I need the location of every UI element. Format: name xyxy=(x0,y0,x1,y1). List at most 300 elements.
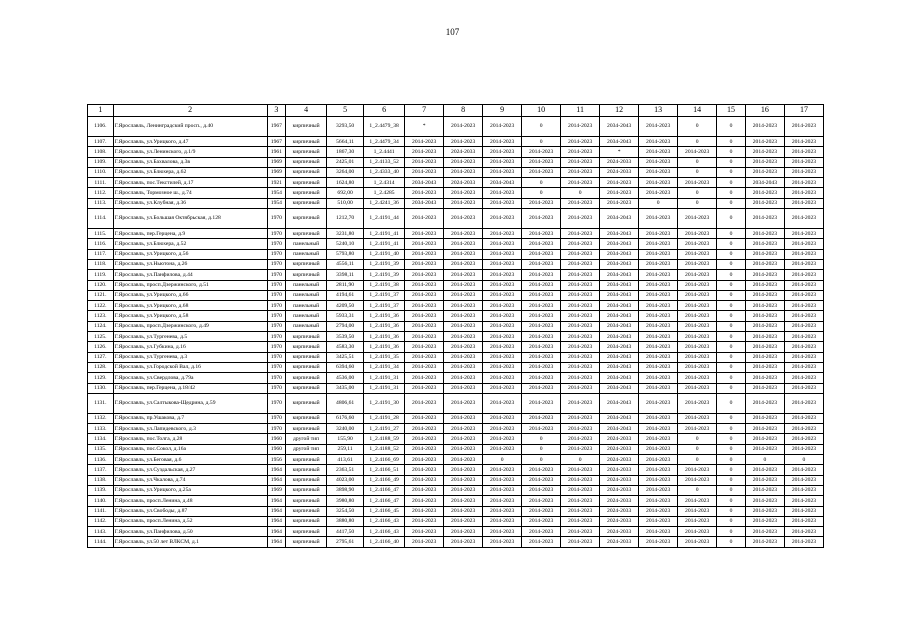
table-row xyxy=(88,496,824,506)
table-cell: 2014-2023 xyxy=(784,198,823,208)
table-cell: 2014-2023 xyxy=(405,537,444,547)
table-cell: 2014-2023 xyxy=(483,290,522,300)
table-cell: 2014-2023 xyxy=(405,383,444,393)
page-number: 107 xyxy=(445,27,460,37)
table-cell: кирпичный xyxy=(286,137,327,147)
table-row xyxy=(88,424,824,434)
table-cell: 2014-2023 xyxy=(678,270,717,280)
table-cell: 2014-2023 xyxy=(639,413,678,423)
column-header: 9 xyxy=(483,105,522,117)
table-cell: 1138. xyxy=(88,475,114,485)
table-cell: 2014-2023 xyxy=(483,239,522,249)
table-cell: 2014-2023 xyxy=(784,342,823,352)
table-cell: кирпичный xyxy=(286,516,327,526)
table-cell: 2014-2023 xyxy=(784,280,823,290)
table-cell: 2014-2023 xyxy=(483,209,522,229)
table-cell: 2014-2023 xyxy=(444,167,483,177)
table-cell: 1122. xyxy=(88,301,114,311)
table-cell: 2014-2023 xyxy=(639,485,678,495)
table-cell: 2034-2043 xyxy=(600,229,639,239)
table-cell: 0 xyxy=(678,167,717,177)
table-cell: 2014-2023 xyxy=(444,393,483,413)
column-header: 4 xyxy=(286,105,327,117)
table-cell: 2014-2023 xyxy=(784,475,823,485)
table-cell: кирпичный xyxy=(286,259,327,269)
table-row xyxy=(88,516,824,526)
table-cell: 2014-2023 xyxy=(444,188,483,198)
table-cell: 2014-2023 xyxy=(405,485,444,495)
table-cell: 2014-2023 xyxy=(483,352,522,362)
table-row xyxy=(88,311,824,321)
table-cell: кирпичный xyxy=(286,485,327,495)
table-cell: Г.Ярославль, ул.Урицкого, д.56 xyxy=(113,249,267,259)
table-cell: 2014-2023 xyxy=(784,137,823,147)
table-cell: 2014-2023 xyxy=(639,270,678,280)
table-cell: 2014-2023 xyxy=(745,485,784,495)
table-cell: Г.Ярославль, ул.Тургенева, д.5 xyxy=(113,332,267,342)
table-cell: 0 xyxy=(717,137,746,147)
table-cell: Г.Ярославль, ул.Беговая, д.6 xyxy=(113,455,267,465)
table-cell: 4536,00 xyxy=(327,373,364,383)
table-cell: 2014-2023 xyxy=(522,167,561,177)
table-cell: 2014-2023 xyxy=(444,465,483,475)
table-cell: 2014-2023 xyxy=(444,290,483,300)
table-cell: 1129. xyxy=(88,373,114,383)
table-cell: 2014-2023 xyxy=(784,485,823,495)
table-cell: 1_2.4191_31 xyxy=(364,373,405,383)
table-cell: 2014-2023 xyxy=(405,516,444,526)
table-row xyxy=(88,157,824,167)
table-cell: кирпичный xyxy=(286,270,327,280)
table-cell: 2014-2023 xyxy=(784,209,823,229)
table-cell: 1970 xyxy=(267,229,285,239)
table-cell: 2034-2043 xyxy=(600,373,639,383)
table-cell: другой тип xyxy=(286,444,327,454)
table-cell: 1_2.4188_59 xyxy=(364,434,405,444)
table-cell: кирпичный xyxy=(286,393,327,413)
table-cell: 2014-2023 xyxy=(483,496,522,506)
table-cell: 2014-2023 xyxy=(639,506,678,516)
table-cell: 1119. xyxy=(88,270,114,280)
table-row xyxy=(88,373,824,383)
table-cell: 2014-2023 xyxy=(405,249,444,259)
table-cell: 2024-2033 xyxy=(600,527,639,537)
table-cell: 2014-2023 xyxy=(784,362,823,372)
table-cell: Г.Ярославль, ул.Свердлова, д.79а xyxy=(113,373,267,383)
table-cell: 1116. xyxy=(88,239,114,249)
table-cell: 2014-2023 xyxy=(745,301,784,311)
table-row xyxy=(88,455,824,465)
table-cell: 2014-2023 xyxy=(745,249,784,259)
table-cell: 1113. xyxy=(88,198,114,208)
column-header: 11 xyxy=(561,105,600,117)
column-header: 6 xyxy=(364,105,405,117)
table-cell: 2014-2023 xyxy=(639,209,678,229)
table-cell: 1970 xyxy=(267,249,285,259)
table-cell: 0 xyxy=(717,516,746,526)
table-cell: 2014-2023 xyxy=(444,301,483,311)
table-cell: 2014-2023 xyxy=(745,321,784,331)
table-cell: 1_2.4166_40 xyxy=(364,537,405,547)
table-cell: Г.Ярославль, ул.Городской Вал, д.16 xyxy=(113,362,267,372)
table-cell: 2014-2023 xyxy=(483,485,522,495)
table-cell: 2014-2023 xyxy=(784,413,823,423)
table-cell: 2014-2023 xyxy=(678,229,717,239)
table-cell: 2014-2023 xyxy=(784,167,823,177)
table-row xyxy=(88,137,824,147)
table-cell: 1_2.4191_36 xyxy=(364,332,405,342)
table-cell: 2014-2023 xyxy=(405,342,444,352)
table-cell: 2014-2023 xyxy=(784,229,823,239)
table-cell: 2014-2023 xyxy=(483,527,522,537)
table-cell: кирпичный xyxy=(286,527,327,537)
table-cell: 2014-2023 xyxy=(639,393,678,413)
table-cell: кирпичный xyxy=(286,198,327,208)
table-cell: 2811,90 xyxy=(327,280,364,290)
table-cell: 2034-2043 xyxy=(405,198,444,208)
table-cell: 2034-2043 xyxy=(600,249,639,259)
table-cell: 2014-2023 xyxy=(405,373,444,383)
table-cell: 2014-2023 xyxy=(483,413,522,423)
table-cell: Г.Ярославль, ул.Бахвалова, д.3в xyxy=(113,157,267,167)
table-cell: 2014-2023 xyxy=(405,393,444,413)
table-cell: 2014-2023 xyxy=(561,270,600,280)
table-cell: 2014-2023 xyxy=(522,383,561,393)
table-cell: 2014-2023 xyxy=(745,434,784,444)
table-cell: 2014-2023 xyxy=(522,475,561,485)
table-cell: 2014-2023 xyxy=(639,475,678,485)
table-cell: 0 xyxy=(717,147,746,157)
table-cell: 2014-2023 xyxy=(745,352,784,362)
table-cell: 2014-2023 xyxy=(405,352,444,362)
table-cell: 155,90 xyxy=(327,434,364,444)
table-cell: 2014-2023 xyxy=(444,537,483,547)
table-row xyxy=(88,147,824,157)
table-cell: 1142. xyxy=(88,516,114,526)
table-cell: 1970 xyxy=(267,332,285,342)
table-cell: 2014-2023 xyxy=(483,229,522,239)
table-cell: 2014-2023 xyxy=(639,259,678,269)
table-cell: 5664,11 xyxy=(327,137,364,147)
table-cell: Г.Ярославль, ул.Большая Октябрьская, д.128 xyxy=(113,209,267,229)
table-cell: 2014-2023 xyxy=(444,475,483,485)
table-cell: 1970 xyxy=(267,362,285,372)
table-cell: 0 xyxy=(678,157,717,167)
table-cell: Г.Ярославль, просп.Дзержинского, д.49 xyxy=(113,321,267,331)
table-cell: 2014-2023 xyxy=(444,455,483,465)
table-cell: 2014-2023 xyxy=(405,424,444,434)
table-cell: панельный xyxy=(286,280,327,290)
table-cell: 2014-2023 xyxy=(444,383,483,393)
table-cell: 2014-2023 xyxy=(522,259,561,269)
table-cell: 0 xyxy=(522,137,561,147)
table-cell: 2014-2023 xyxy=(745,383,784,393)
table-cell: 0 xyxy=(717,239,746,249)
table-cell: панельный xyxy=(286,290,327,300)
table-cell: 1_2.4191_39 xyxy=(364,259,405,269)
table-cell: 0 xyxy=(717,321,746,331)
table-cell: 1114. xyxy=(88,209,114,229)
table-cell: 1130. xyxy=(88,383,114,393)
table-cell: 1970 xyxy=(267,270,285,280)
table-cell: 1_2.4191_38 xyxy=(364,280,405,290)
table-cell: 1970 xyxy=(267,424,285,434)
table-cell: 6394,60 xyxy=(327,362,364,372)
table-cell: Г.Ярославль, просп.Ленина, д.52 xyxy=(113,516,267,526)
table-cell: 2014-2023 xyxy=(522,496,561,506)
table-cell: 2014-2023 xyxy=(405,167,444,177)
table-cell: 1_2.4191_36 xyxy=(364,311,405,321)
table-cell: 2014-2023 xyxy=(444,506,483,516)
table-cell: 2014-2023 xyxy=(745,147,784,157)
table-row xyxy=(88,178,824,188)
table-cell: 1212,70 xyxy=(327,209,364,229)
table-cell: 2034-2043 xyxy=(600,280,639,290)
table-cell: 1_2.4191_30 xyxy=(364,393,405,413)
table-cell: 0 xyxy=(717,537,746,547)
table-cell: 2014-2023 xyxy=(483,117,522,137)
table-cell: 2014-2023 xyxy=(784,290,823,300)
table-cell: 2014-2023 xyxy=(522,527,561,537)
table-cell: 0 xyxy=(717,167,746,177)
table-cell: 1112. xyxy=(88,188,114,198)
table-cell: Г.Ярославль, пос.Толга, д.28 xyxy=(113,434,267,444)
table-cell: 1_2.4191_27 xyxy=(364,424,405,434)
table-cell: 6176,60 xyxy=(327,413,364,423)
table-cell: 1_2.4191_28 xyxy=(364,413,405,423)
table-cell: 2014-2023 xyxy=(561,527,600,537)
table-cell: 0 xyxy=(717,506,746,516)
table-cell: 2014-2023 xyxy=(483,444,522,454)
table-cell: 2014-2023 xyxy=(444,444,483,454)
table-cell: 2014-2023 xyxy=(784,383,823,393)
table-cell: 1_2.4188_52 xyxy=(364,444,405,454)
table-cell: 4806,61 xyxy=(327,393,364,413)
table-cell: 2014-2023 xyxy=(678,496,717,506)
table-cell: 0 xyxy=(522,455,561,465)
table-cell: 1970 xyxy=(267,383,285,393)
table-cell: 2014-2023 xyxy=(483,167,522,177)
table-cell: 3264,00 xyxy=(327,167,364,177)
table-cell: 0 xyxy=(717,413,746,423)
table-cell: 0 xyxy=(717,301,746,311)
table-row xyxy=(88,465,824,475)
table-cell: 1127. xyxy=(88,352,114,362)
table-cell: 2014-2023 xyxy=(405,239,444,249)
table-cell: 2014-2023 xyxy=(784,434,823,444)
table-cell: 2014-2023 xyxy=(405,527,444,537)
table-cell: Г.Ярославль, ул.Ньютона, д.26 xyxy=(113,259,267,269)
table-cell: 2014-2023 xyxy=(483,157,522,167)
table-cell: 2014-2023 xyxy=(745,413,784,423)
table-row xyxy=(88,383,824,393)
column-header: 2 xyxy=(113,105,267,117)
table-row xyxy=(88,259,824,269)
table-cell: 2014-2023 xyxy=(678,537,717,547)
table-cell: 2014-2023 xyxy=(639,434,678,444)
table-cell: 2014-2023 xyxy=(561,198,600,208)
table-cell: 2014-2023 xyxy=(784,527,823,537)
table-cell: 2014-2023 xyxy=(745,506,784,516)
table-cell: 1964 xyxy=(267,475,285,485)
table-cell: 2014-2023 xyxy=(444,434,483,444)
table-cell: 1_2.4191_41 xyxy=(364,239,405,249)
table-cell: 2014-2023 xyxy=(639,383,678,393)
table-cell: 2014-2023 xyxy=(639,373,678,383)
table-cell: 2014-2023 xyxy=(745,239,784,249)
table-cell: 2014-2023 xyxy=(483,198,522,208)
table-cell: 2034-2043 xyxy=(600,383,639,393)
table-cell: 2014-2023 xyxy=(405,455,444,465)
table-cell: 4556,11 xyxy=(327,259,364,269)
table-cell: 2014-2023 xyxy=(444,311,483,321)
table-cell: 0 xyxy=(717,178,746,188)
table-cell: 1_2.4191_36 xyxy=(364,321,405,331)
table-cell: 2014-2023 xyxy=(522,362,561,372)
table-cell: 2014-2023 xyxy=(483,383,522,393)
table-cell: 2034-2043 xyxy=(600,342,639,352)
table-cell: 2014-2023 xyxy=(745,342,784,352)
table-cell: 0 xyxy=(784,455,823,465)
table-cell: 2014-2023 xyxy=(561,280,600,290)
table-cell: 2014-2023 xyxy=(483,434,522,444)
table-cell: 2014-2023 xyxy=(639,188,678,198)
column-header: 1 xyxy=(88,105,114,117)
table-cell: 2024-2033 xyxy=(600,465,639,475)
table-cell: 2034-2043 xyxy=(600,301,639,311)
table-cell: 2014-2023 xyxy=(483,249,522,259)
table-cell: 1_2.4285 xyxy=(364,188,405,198)
table-cell: 2014-2023 xyxy=(522,321,561,331)
table-cell: 2014-2023 xyxy=(405,311,444,321)
table-cell: 1_2.4441 xyxy=(364,147,405,157)
table-cell: 1_2.4166_51 xyxy=(364,465,405,475)
table-cell: 2014-2023 xyxy=(444,209,483,229)
table-cell: 2034-2043 xyxy=(600,270,639,280)
table-cell: Г.Ярославль, ул.Блюхера, д.52 xyxy=(113,239,267,249)
table-cell: 1970 xyxy=(267,239,285,249)
table-cell: 2014-2023 xyxy=(561,290,600,300)
table-cell: 2034-2043 xyxy=(600,393,639,413)
table-cell: Г.Ярославль, ул.Суздальская, д.27 xyxy=(113,465,267,475)
table-cell: 2014-2023 xyxy=(522,229,561,239)
table-cell: 2014-2023 xyxy=(678,506,717,516)
table-cell: 2014-2023 xyxy=(405,444,444,454)
table-cell: 1136. xyxy=(88,455,114,465)
table-cell: кирпичный xyxy=(286,147,327,157)
table-cell: 2014-2023 xyxy=(678,475,717,485)
table-cell: панельный xyxy=(286,301,327,311)
table-cell: 1_2.4241_36 xyxy=(364,198,405,208)
table-cell: 2014-2023 xyxy=(561,209,600,229)
table-cell: 2014-2023 xyxy=(444,373,483,383)
table-cell: Г.Ярославль, ул.Тургенева, д.3 xyxy=(113,352,267,362)
table-cell: 0 xyxy=(717,342,746,352)
table-cell: Г.Ярославль, Ленинградский просп., д.40 xyxy=(113,117,267,137)
table-cell: 1118. xyxy=(88,259,114,269)
table-cell: Г.Ярославль, ул.Урицкого, д.66 xyxy=(113,290,267,300)
table-cell: 2034-2043 xyxy=(745,178,784,188)
table-cell: 1_2.4479_38 xyxy=(364,117,405,137)
table-cell: 2034-2043 xyxy=(600,290,639,300)
table-cell: 2014-2023 xyxy=(444,352,483,362)
table-cell: 0 xyxy=(678,444,717,454)
table-cell: кирпичный xyxy=(286,496,327,506)
table-row xyxy=(88,290,824,300)
table-cell: 1970 xyxy=(267,352,285,362)
table-cell: 2014-2023 xyxy=(444,527,483,537)
table-cell: * xyxy=(600,147,639,157)
table-cell: 2014-2023 xyxy=(639,362,678,372)
table-cell: 2014-2023 xyxy=(745,270,784,280)
table-cell: 2034-2043 xyxy=(600,311,639,321)
table-cell: 2014-2023 xyxy=(678,465,717,475)
table-cell: 2014-2023 xyxy=(483,321,522,331)
table-cell: Г.Ярославль, пос.Текстилей, д.17 xyxy=(113,178,267,188)
table-cell: 0 xyxy=(561,455,600,465)
table-row xyxy=(88,249,824,259)
table-cell: 2034-2043 xyxy=(600,413,639,423)
column-header: 16 xyxy=(745,105,784,117)
table-cell: 2014-2023 xyxy=(784,393,823,413)
table-row xyxy=(88,362,824,372)
table-cell: 2014-2023 xyxy=(745,157,784,167)
table-cell: 2014-2023 xyxy=(405,465,444,475)
table-cell: 2014-2023 xyxy=(784,506,823,516)
table-cell: 2014-2023 xyxy=(561,362,600,372)
table-cell: 1137. xyxy=(88,465,114,475)
table-cell: 4023,00 xyxy=(327,475,364,485)
table-cell: 2014-2023 xyxy=(522,157,561,167)
table-cell: 2014-2023 xyxy=(639,516,678,526)
table-cell: Г.Ярославль, ул.Блюхера, д.62 xyxy=(113,167,267,177)
table-cell: 2425,01 xyxy=(327,157,364,167)
table-cell: 1_2.4166_47 xyxy=(364,496,405,506)
table-cell: 1964 xyxy=(267,465,285,475)
table-cell: 2363,51 xyxy=(327,465,364,475)
table-cell: кирпичный xyxy=(286,413,327,423)
table-cell: Г.Ярославль, пр.Ушакова, д.7 xyxy=(113,413,267,423)
table-cell: 2014-2023 xyxy=(745,332,784,342)
table-cell: 2014-2023 xyxy=(678,178,717,188)
table-cell: 0 xyxy=(717,280,746,290)
table-cell: 2024-2033 xyxy=(600,485,639,495)
table-cell: 2014-2023 xyxy=(483,137,522,147)
table-cell: 1131. xyxy=(88,393,114,413)
table-cell: 2024-2033 xyxy=(600,475,639,485)
table-cell: 2014-2023 xyxy=(678,290,717,300)
table-cell: 3293,50 xyxy=(327,117,364,137)
table-cell: 2014-2023 xyxy=(561,444,600,454)
table-cell: 1_2.4191_44 xyxy=(364,209,405,229)
table-cell: Г.Ярославль, ул.50 лет ВЛКСМ, д.1 xyxy=(113,537,267,547)
table-cell: 2014-2023 xyxy=(483,332,522,342)
table-cell: 1961 xyxy=(267,147,285,157)
table-cell: 2014-2023 xyxy=(561,167,600,177)
table-cell: 1106. xyxy=(88,117,114,137)
table-cell: 1144. xyxy=(88,537,114,547)
table-cell: 2014-2023 xyxy=(522,352,561,362)
table-cell: 2014-2023 xyxy=(678,147,717,157)
table-cell: 2014-2023 xyxy=(678,321,717,331)
table-cell: Г.Ярославль, ул.Свободы, д.87 xyxy=(113,506,267,516)
table-cell: 2014-2023 xyxy=(444,259,483,269)
table-cell: Г.Ярославль, просп.Дзержинского, д.51 xyxy=(113,280,267,290)
table-cell: кирпичный xyxy=(286,342,327,352)
table-cell: 1_2.4314 xyxy=(364,178,405,188)
table-cell: 2024-2033 xyxy=(600,506,639,516)
table-cell: 2014-2023 xyxy=(561,434,600,444)
